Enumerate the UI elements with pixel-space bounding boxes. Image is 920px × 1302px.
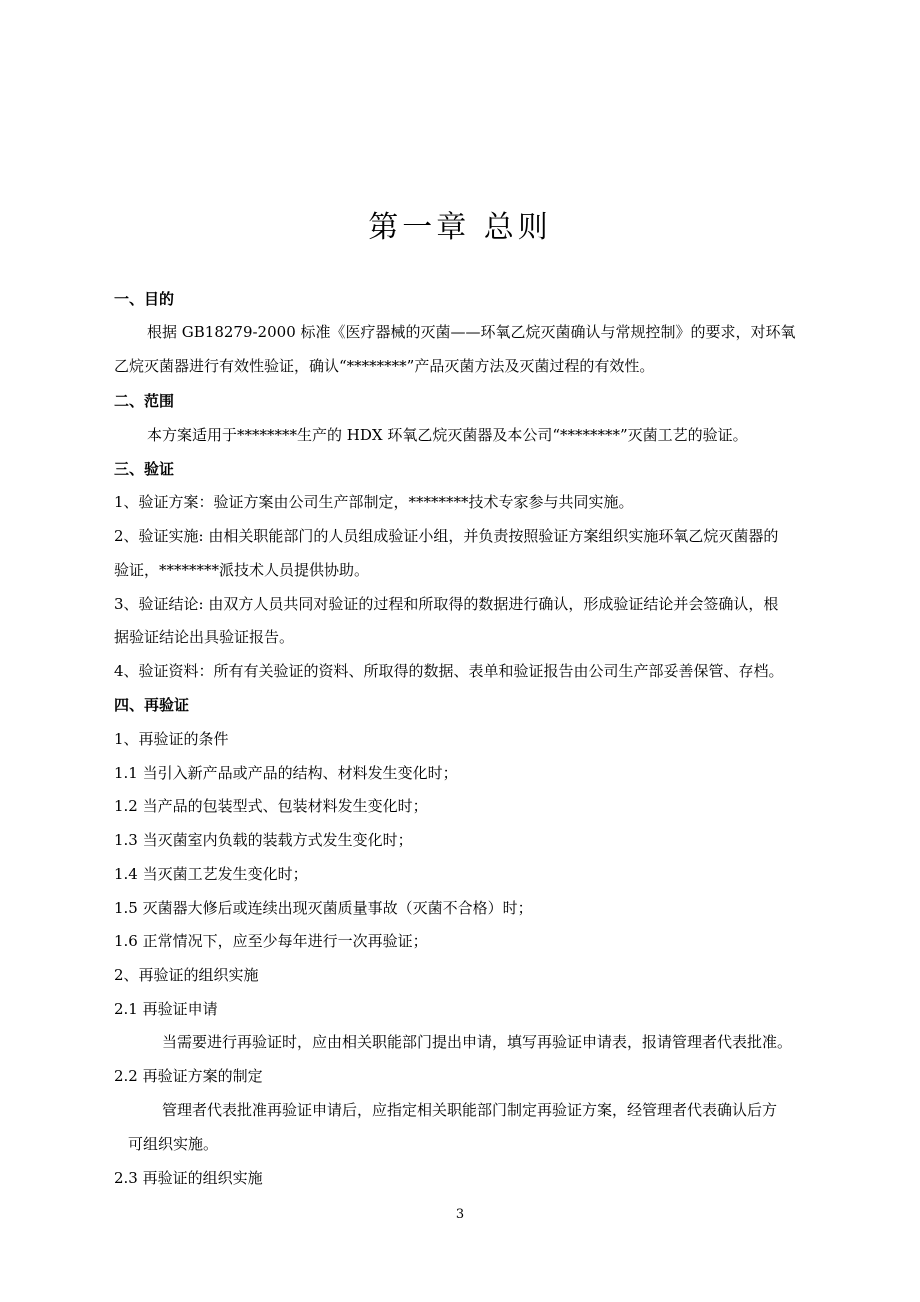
revalidation-condition-1-5: 1.5 灭菌器大修后或连续出现灭菌质量事故（灭菌不合格）时； <box>114 899 533 917</box>
validation-item-4: 4、验证资料：所有有关验证的资料、所取得的数据、表单和验证报告由公司生产部妥善保管、存档。 <box>114 662 784 680</box>
section-heading-purpose: 一、目的 <box>114 290 175 308</box>
validation-item-2-line-2: 验证，********派技术人员提供协助。 <box>114 561 370 579</box>
scope-paragraph: 本方案适用于********生产的 HDX 环氧乙烷灭菌器及本公司“********”灭菌工艺的验证。 <box>147 426 748 444</box>
revalidation-condition-1-2: 1.2 当产品的包装型式、包装材料发生变化时； <box>114 797 428 815</box>
revalidation-application-paragraph: 当需要进行再验证时，应由相关职能部门提出申请，填写再验证申请表，报请管理者代表批准。 <box>162 1033 793 1051</box>
revalidation-implementation-heading: 2.3 再验证的组织实施 <box>114 1169 263 1187</box>
validation-item-3-line-1: 3、验证结论: 由双方人员共同对验证的过程和所取得的数据进行确认，形成验证结论并会签确认，根 <box>114 595 779 613</box>
revalidation-plan-heading: 2.2 再验证方案的制定 <box>114 1067 263 1085</box>
section-heading-validation: 三、验证 <box>114 460 175 478</box>
page-number: 3 <box>455 1207 465 1222</box>
purpose-paragraph-line-2: 乙烷灭菌器进行有效性验证，确认“********”产品灭菌方法及灭菌过程的有效性。 <box>114 357 655 375</box>
validation-item-1: 1、验证方案：验证方案由公司生产部制定，********技术专家参与共同实施。 <box>114 493 634 511</box>
validation-item-3-line-2: 据验证结论出具验证报告。 <box>114 628 295 646</box>
revalidation-organization: 2、再验证的组织实施 <box>114 966 259 984</box>
section-heading-scope: 二、范围 <box>114 392 175 410</box>
chapter-title: 第一章 总则 <box>368 210 552 245</box>
revalidation-application-heading: 2.1 再验证申请 <box>114 1000 218 1018</box>
revalidation-plan-paragraph-line-1: 管理者代表批准再验证申请后，应指定相关职能部门制定再验证方案，经管理者代表确认后方 <box>162 1101 778 1119</box>
revalidation-condition-1-4: 1.4 当灭菌工艺发生变化时； <box>114 865 308 883</box>
validation-item-2-line-1: 2、验证实施: 由相关职能部门的人员组成验证小组，并负责按照验证方案组织实施环氧乙烷灭菌器的 <box>114 527 779 545</box>
revalidation-condition-1-1: 1.1 当引入新产品或产品的结构、材料发生变化时； <box>114 764 458 782</box>
revalidation-condition-1-3: 1.3 当灭菌室内负载的装载方式发生变化时； <box>114 831 413 849</box>
purpose-paragraph-line-1: 根据 GB18279-2000 标准《医疗器械的灭菌——环氧乙烷灭菌确认与常规控制》的要求，对环氧 <box>147 323 796 341</box>
revalidation-condition-1-6: 1.6 正常情况下，应至少每年进行一次再验证； <box>114 932 428 950</box>
revalidation-conditions: 1、再验证的条件 <box>114 730 229 748</box>
revalidation-plan-paragraph-line-2: 可组织实施。 <box>128 1135 219 1153</box>
section-heading-revalidation: 四、再验证 <box>114 696 190 714</box>
